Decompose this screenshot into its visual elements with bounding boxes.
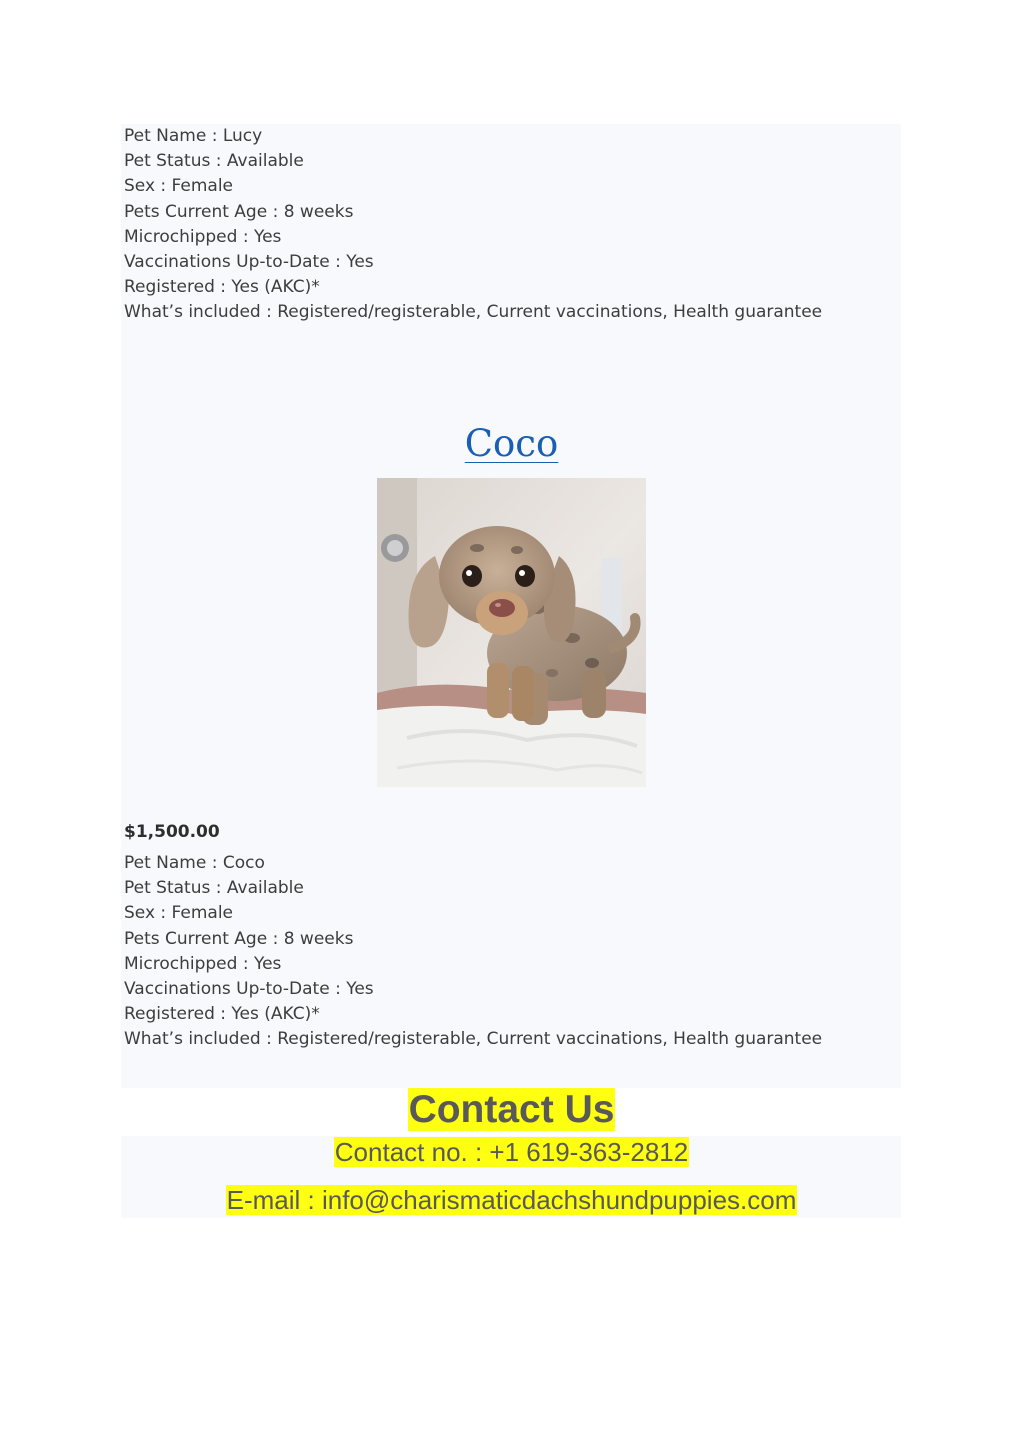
contact-email: E-mail : info@charismaticdachshundpuppies.com	[226, 1185, 797, 1215]
contact-email-row	[0, 1184, 1023, 1216]
coco-title-link[interactable]: Coco	[464, 422, 559, 465]
lucy-pet-status: Pet Status : Available	[124, 151, 304, 172]
coco-pet-name: Pet Name : Coco	[124, 853, 265, 873]
lucy-pet-name: Pet Name : Lucy	[124, 126, 263, 146]
contact-heading: Contact Us	[408, 1088, 615, 1131]
lucy-microchipped: Microchipped : Yes	[124, 226, 282, 247]
lucy-sex: Sex : Female	[124, 176, 234, 197]
contact-phone: Contact no. : +1 619-363-2812	[334, 1137, 689, 1167]
lucy-details	[124, 124, 822, 326]
lucy-whats-included: What’s included : Registered/registerable, Current vaccinations, Health guarantee	[124, 302, 823, 323]
coco-registered: Registered : Yes (AKC)*	[124, 1004, 320, 1025]
coco-details	[124, 851, 822, 1053]
dachshund-puppy-photo	[377, 478, 646, 787]
coco-vaccinations: Vaccinations Up-to-Date : Yes	[124, 979, 374, 1000]
coco-age: Pets Current Age : 8 weeks	[124, 928, 354, 949]
lucy-registered: Registered : Yes (AKC)*	[124, 277, 320, 298]
coco-price: $1,500.00	[124, 822, 220, 842]
contact-phone-row	[0, 1136, 1023, 1168]
coco-microchipped: Microchipped : Yes	[124, 953, 282, 974]
coco-sex: Sex : Female	[124, 903, 234, 924]
lucy-vaccinations: Vaccinations Up-to-Date : Yes	[124, 252, 374, 273]
coco-pet-status: Pet Status : Available	[124, 878, 304, 899]
coco-whats-included: What’s included : Registered/registerable, Current vaccinations, Health guarantee	[124, 1029, 823, 1050]
lucy-age: Pets Current Age : 8 weeks	[124, 201, 354, 222]
contact-heading-row	[0, 1086, 1023, 1134]
